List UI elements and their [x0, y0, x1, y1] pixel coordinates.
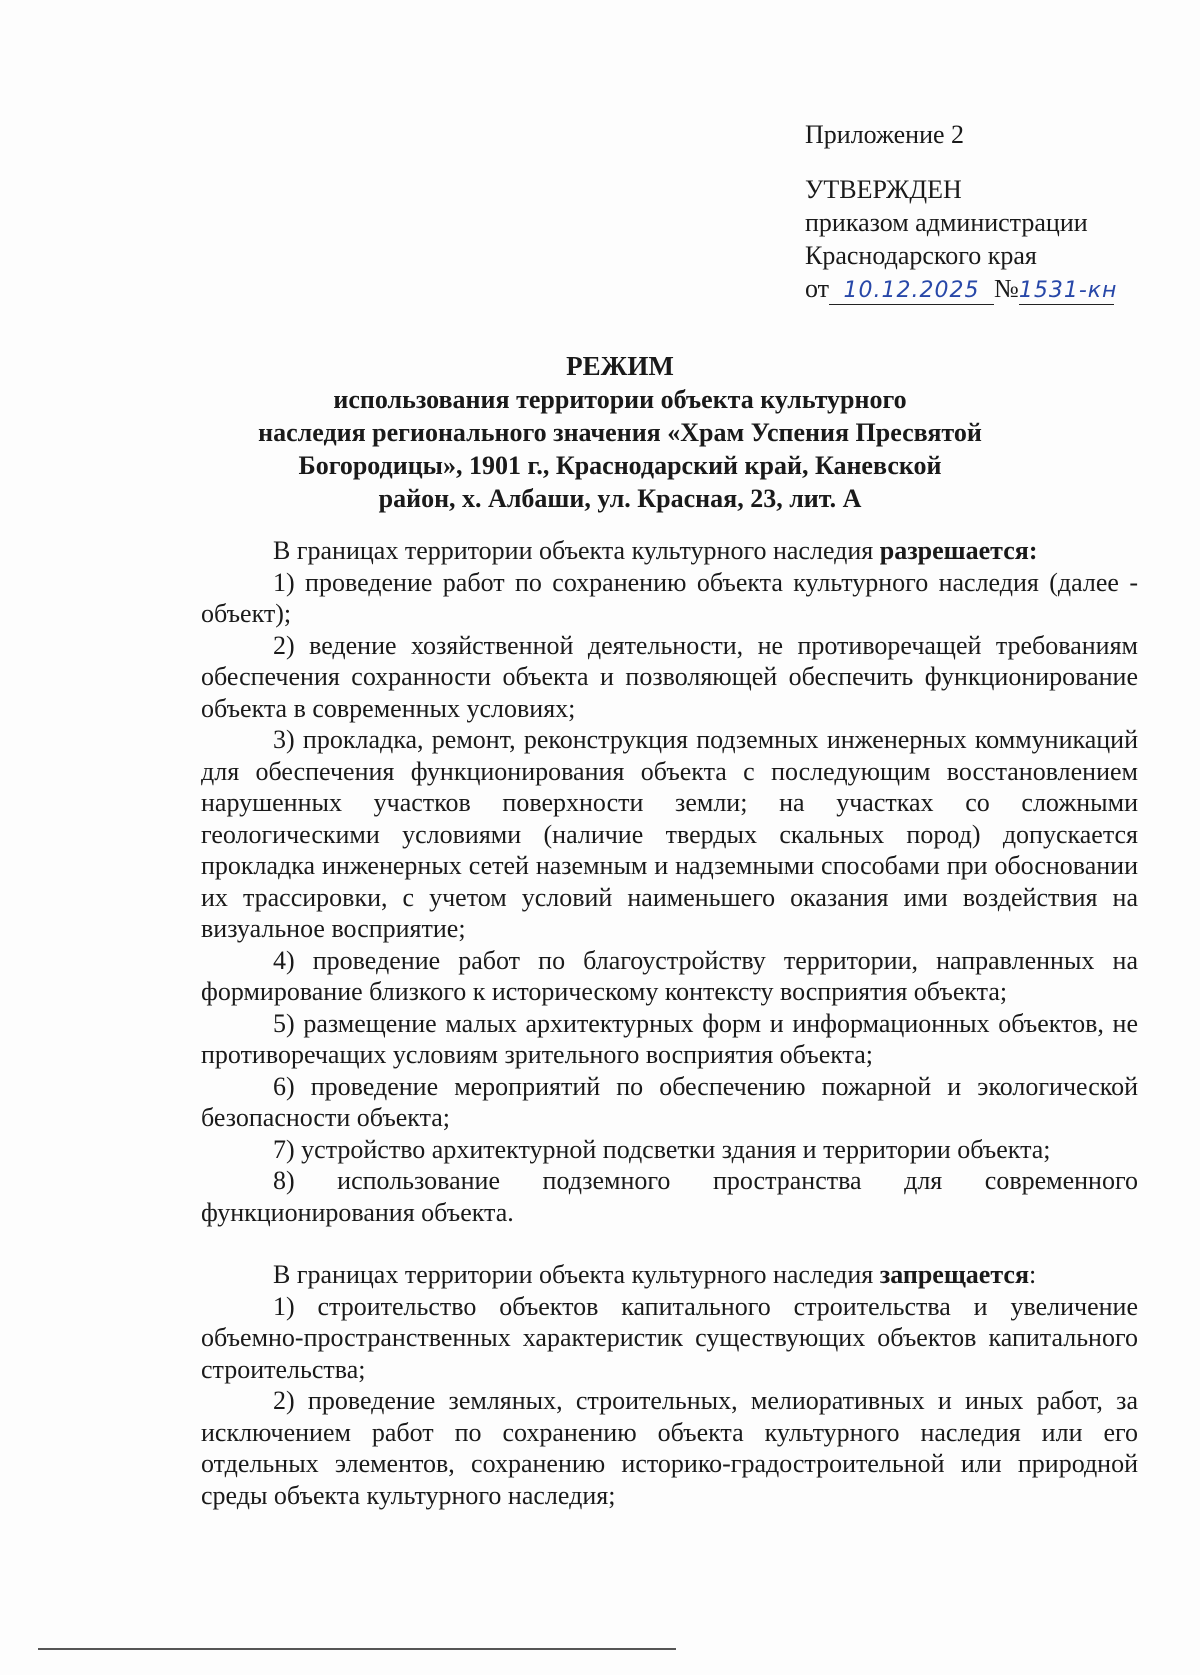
forbidden-intro-keyword: запрещается — [879, 1260, 1030, 1289]
approval-block — [805, 118, 1118, 305]
document-title — [180, 350, 1060, 515]
allowed-item-5: 5) размещение малых архитектурных форм и информационных объектов, не противоречащих условиям зрительного восприятия объекта; — [201, 1008, 1138, 1069]
allowed-item-6: 6) проведение мероприятий по обеспечению пожарной и экологической безопасности объекта; — [201, 1071, 1138, 1132]
forbidden-intro — [201, 1259, 1138, 1291]
allowed-item-2: 2) ведение хозяйственной деятельности, не противоречащей требованиям обеспечения сохранности объекта и позволяющей обеспечить функционирование объекта в современных условиях; — [201, 630, 1138, 723]
allowed-item-8: 8) использование подземного пространства для современного функционирования объекта. — [201, 1166, 1138, 1227]
date-prefix: от — [805, 274, 830, 303]
title-line-4: район, х. Албаши, ул. Красная, 23, лит. А — [378, 484, 862, 513]
handwritten-number: 1531-кн — [1018, 278, 1118, 303]
approved-by-line2: Краснодарского края — [805, 241, 1037, 270]
allowed-item-3: 3) прокладка, ремонт, реконструкция подземных инженерных коммуникаций для обеспечения функционирования объекта с последующим восстановлением нарушенных участков поверхности земли; на участках со сложными геологическими условиями (наличие твердых скальных пород) допускается прокладка инженерных сетей наземным и надземными способами при обосновании их трассировки, с учетом условий наименьшего оказания ими воздействия на визуальное восприятие; — [201, 725, 1138, 943]
title-line-3: Богородицы», 1901 г., Краснодарский край, Каневской — [298, 451, 942, 480]
forbidden-item-1: 1) строительство объектов капитального строительства и увеличение объемно-пространственных характеристик существующих объектов капитального строительства; — [201, 1291, 1138, 1384]
approved-by-line1: приказом администрации — [805, 208, 1088, 237]
appendix-label: Приложение 2 — [805, 120, 965, 149]
title-heading: РЕЖИМ — [566, 351, 674, 381]
forbidden-intro-colon: : — [1029, 1260, 1037, 1289]
title-line-1: использования территории объекта культурного — [333, 385, 907, 414]
allowed-intro-keyword: разрешается: — [879, 536, 1038, 565]
forbidden-intro-text: В границах территории объекта культурного наследия — [273, 1260, 880, 1289]
handwritten-date: 10.12.2025 — [829, 278, 994, 305]
approved-label: УТВЕРЖДЕН — [805, 175, 962, 204]
forbidden-item-2: 2) проведение земляных, строительных, мелиоративных и иных работ, за исключением работ по сохранению объекта культурного наследия или его отдельных элементов, сохранению историко-градостроительной или природной среды объекта культурного наследия; — [201, 1386, 1138, 1510]
allowed-intro-text: В границах территории объекта культурного наследия — [273, 536, 880, 565]
number-prefix: № — [994, 274, 1019, 303]
allowed-item-1: 1) проведение работ по сохранению объекта культурного наследия (далее - объект); — [201, 567, 1138, 628]
allowed-item-4: 4) проведение работ по благоустройству территории, направленных на формирование близкого к историческому контексту восприятия объекта; — [201, 945, 1138, 1006]
approval-date-number-line — [805, 272, 1118, 305]
document-body — [201, 535, 1138, 1511]
allowed-item-7: 7) устройство архитектурной подсветки здания и территории объекта; — [273, 1134, 1051, 1164]
bottom-divider — [38, 1648, 676, 1650]
allowed-intro — [201, 535, 1138, 567]
title-line-2: наследия регионального значения «Храм Успения Пресвятой — [258, 418, 982, 447]
